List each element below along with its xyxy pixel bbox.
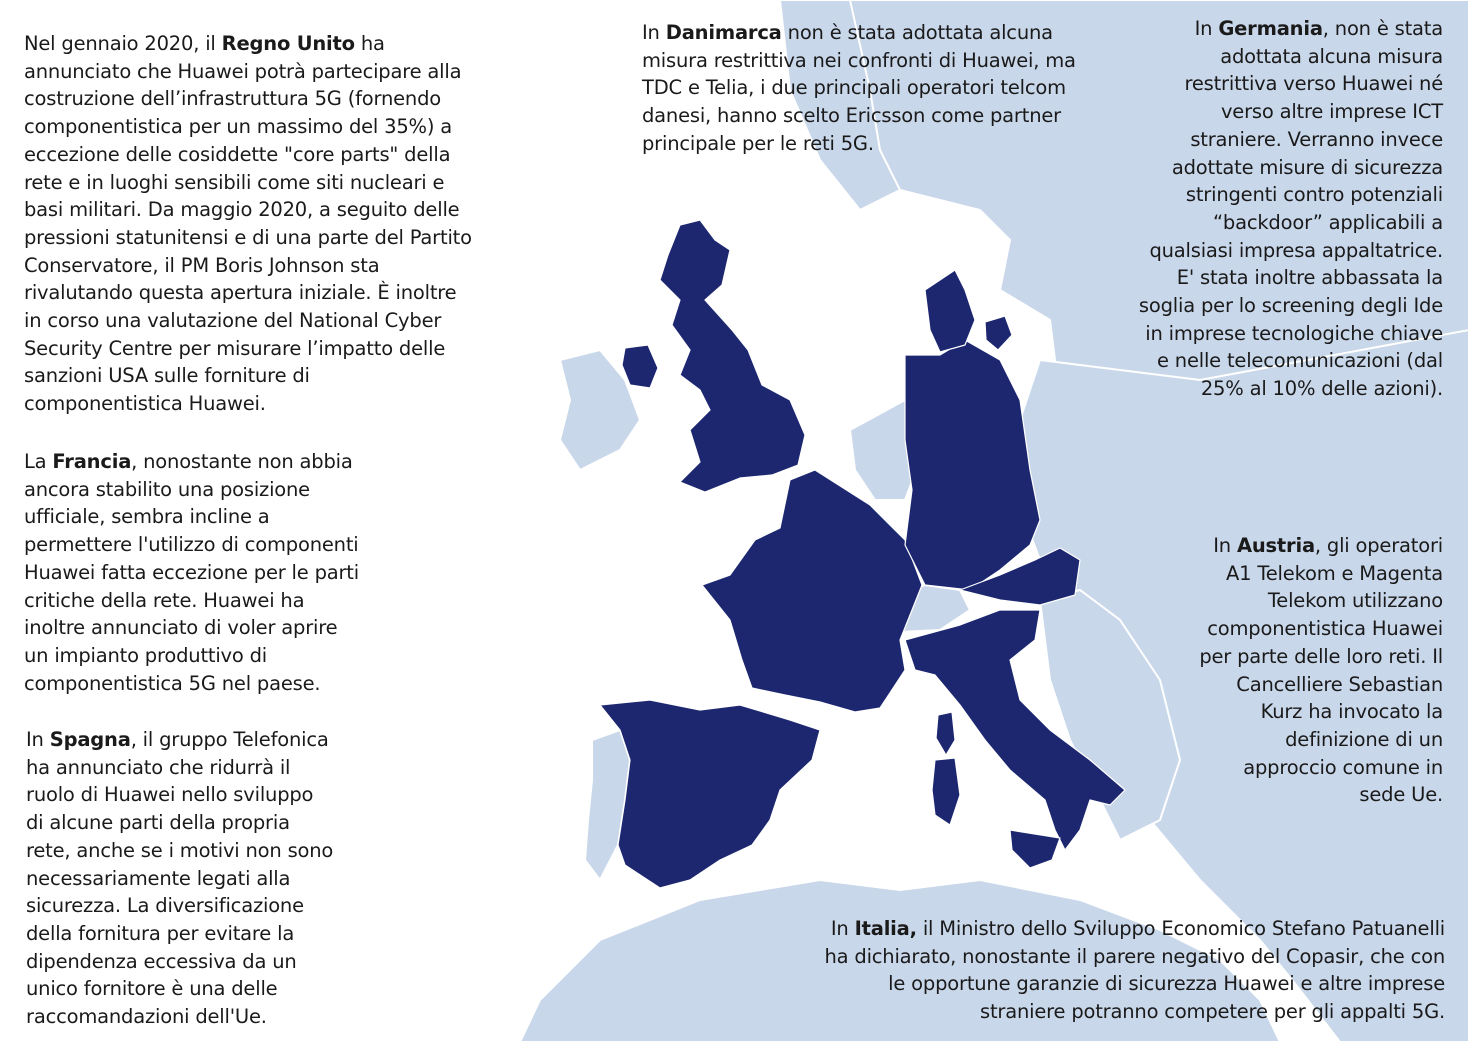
spain-note-line: necessariamente legati alla xyxy=(26,866,291,890)
france-note-line-1 xyxy=(24,448,359,476)
uk-note-line: componentistica per un massimo del 35%) a xyxy=(24,115,453,139)
spain-note-line: sicurezza. La diversificazione xyxy=(26,894,304,918)
uk-note-line: in corso una valutazione del National Cyber xyxy=(24,309,442,333)
france-note-line: Huawei fatta eccezione per le parti xyxy=(24,560,359,584)
france-note-line: un impianto produttivo di xyxy=(24,643,268,667)
france-note-text: La xyxy=(24,450,53,473)
france-note-line: permettere l'utilizzo di componenti xyxy=(24,533,359,557)
spain-note-line-1 xyxy=(26,726,333,754)
sicily-shape xyxy=(1010,830,1060,868)
uk-note-line: componentistica Huawei. xyxy=(24,392,266,416)
france-note-line: ufficiale, sembra incline a xyxy=(24,505,270,529)
highlighted-countries xyxy=(600,220,1125,888)
sardinia-shape xyxy=(932,758,960,825)
spain-note-line: dipendenza eccessiva da un xyxy=(26,949,297,973)
uk-note-line: rete e in luoghi sensibili come siti nucleari e xyxy=(24,170,445,194)
uk-shape xyxy=(660,220,805,492)
uk-country-name: Regno Unito xyxy=(221,32,355,55)
spain-note-line: di alcune parti della propria xyxy=(26,811,290,835)
austria-note-text: In xyxy=(1213,534,1237,557)
germany-note-line: adottata alcuna misura xyxy=(1220,44,1443,68)
france-shape xyxy=(702,470,922,712)
germany-note-line: E' stata inoltre abbassata la xyxy=(1176,266,1443,290)
austria-note-line: definizione di un xyxy=(1285,727,1443,751)
uk-note-line: eccezione delle cosiddette "core parts" della xyxy=(24,142,451,166)
austria-note-line: Telekom utilizzano xyxy=(1267,589,1443,613)
denmark-note xyxy=(642,19,1076,158)
france-note-line: componentistica 5G nel paese. xyxy=(24,671,321,695)
uk-note-line: basi militari. Da maggio 2020, a seguito delle xyxy=(24,198,460,222)
austria-note-line: approccio comune in xyxy=(1243,755,1443,779)
uk-note-line: rivalutando questa apertura iniziale. È inoltre xyxy=(24,281,457,305)
germany-note-line: qualsiasi impresa appaltatrice. xyxy=(1149,238,1443,262)
austria-note-text: , gli operatori xyxy=(1314,534,1443,557)
france-note-line: ancora stabilito una posizione xyxy=(24,477,310,501)
france-note-line: critiche della rete. Huawei ha xyxy=(24,588,305,612)
spain-note-text: In xyxy=(26,728,50,751)
uk-note-line: annunciato che Huawei potrà partecipare alla xyxy=(24,59,462,83)
uk-note-text: Nel gennaio 2020, il xyxy=(24,32,222,55)
austria-note-line: Kurz ha invocato la xyxy=(1260,700,1443,724)
france-note-text: , nonostante non abbia xyxy=(131,450,353,473)
italy-note-text: il Ministro dello Sviluppo Economico Stefano Patuanelli xyxy=(916,917,1445,940)
zealand-shape xyxy=(985,316,1012,350)
germany-note-text: , non è stata xyxy=(1322,17,1443,40)
france-note xyxy=(24,448,359,697)
uk-note-line: Conservatore, il PM Boris Johnson sta xyxy=(24,253,380,277)
denmark-note-line: principale per le reti 5G. xyxy=(642,131,874,155)
austria-note-line: Cancelliere Sebastian xyxy=(1236,672,1443,696)
germany-note-line: adottate misure di sicurezza xyxy=(1171,155,1443,179)
northern-ireland-shape xyxy=(622,345,658,388)
spain-country-name: Spagna xyxy=(49,728,131,751)
germany-country-name: Germania xyxy=(1218,17,1323,40)
italy-note-line: le opportune garanzie di sicurezza Huawei e altre imprese xyxy=(888,972,1445,996)
denmark-country-name: Danimarca xyxy=(665,21,782,44)
denmark-note-text: In xyxy=(642,21,666,44)
uk-note-line: costruzione dell’infrastruttura 5G (fornendo xyxy=(24,87,442,111)
austria-note-line-1 xyxy=(1199,532,1443,560)
denmark-note-text: non è stata adottata alcuna xyxy=(781,21,1053,44)
france-note-line: inoltre annunciato di voler aprire xyxy=(24,616,338,640)
austria-note-line: sede Ue. xyxy=(1359,783,1443,807)
denmark-note-line: TDC e Telia, i due principali operatori telcom xyxy=(642,76,1066,100)
uk-note-text: ha xyxy=(354,32,385,55)
uk-note-line: pressioni statunitensi e di una parte del Partito xyxy=(24,225,472,249)
italy-note-line: ha dichiarato, nonostante il parere negativo del Copasir, che con xyxy=(824,944,1445,968)
uk-note-line-1 xyxy=(24,30,472,58)
denmark-shape xyxy=(925,270,975,352)
spain-shape xyxy=(600,700,820,888)
denmark-note-line: misura restrittiva nei confronti di Huawei, ma xyxy=(642,48,1076,72)
italy-note-line-1 xyxy=(824,915,1445,943)
corsica-shape xyxy=(936,712,955,755)
germany-note-line: straniere. Verranno invece xyxy=(1190,127,1443,151)
uk-note-line: sanzioni USA sulle forniture di xyxy=(24,364,310,388)
spain-note-line: rete, anche se i motivi non sono xyxy=(26,838,334,862)
denmark-note-line-1 xyxy=(642,19,1076,47)
germany-note-line: verso altre imprese ICT xyxy=(1220,100,1443,124)
austria-note xyxy=(1199,532,1443,809)
uk-note-line: Security Centre per misurare l’impatto delle xyxy=(24,336,446,360)
austria-note-line: per parte delle loro reti. Il xyxy=(1199,644,1443,668)
germany-note-line: stringenti contro potenziali xyxy=(1185,183,1443,207)
spain-note-line: unico fornitore è una delle xyxy=(26,977,278,1001)
spain-note-line: della fornitura per evitare la xyxy=(26,921,295,945)
germany-note-line: in imprese tecnologiche chiave xyxy=(1145,321,1443,345)
uk-note xyxy=(24,30,472,418)
germany-shape xyxy=(905,340,1040,590)
germany-note xyxy=(1139,15,1443,403)
italy-note xyxy=(824,915,1445,1026)
spain-note-line: ruolo di Huawei nello sviluppo xyxy=(26,783,314,807)
germany-note-line-1 xyxy=(1139,15,1443,43)
spain-note-line: ha annunciato che ridurrà il xyxy=(26,755,291,779)
germany-note-line: soglia per lo screening degli Ide xyxy=(1138,294,1443,318)
spain-note-line: raccomandazioni dell'Ue. xyxy=(26,1005,267,1029)
austria-note-line: componentistica Huawei xyxy=(1207,617,1443,641)
france-country-name: Francia xyxy=(52,450,132,473)
italy-note-line: straniere potranno competere per gli appalti 5G. xyxy=(980,1000,1445,1024)
italy-country-name: Italia, xyxy=(854,917,917,940)
spain-note-text: , il gruppo Telefonica xyxy=(130,728,329,751)
germany-note-text: In xyxy=(1194,17,1219,40)
germany-note-line: e nelle telecomunicazioni (dal xyxy=(1156,349,1443,373)
austria-note-line: A1 Telekom e Magenta xyxy=(1226,561,1443,585)
austria-country-name: Austria xyxy=(1236,534,1315,557)
germany-note-line: restrittiva verso Huawei né xyxy=(1184,72,1443,96)
germany-note-line: 25% al 10% delle azioni). xyxy=(1200,377,1443,401)
germany-note-line: “backdoor” applicabili a xyxy=(1212,210,1443,234)
italy-note-text: In xyxy=(830,917,855,940)
denmark-note-line: danesi, hanno scelto Ericsson come partner xyxy=(642,104,1061,128)
spain-note xyxy=(26,726,333,1031)
